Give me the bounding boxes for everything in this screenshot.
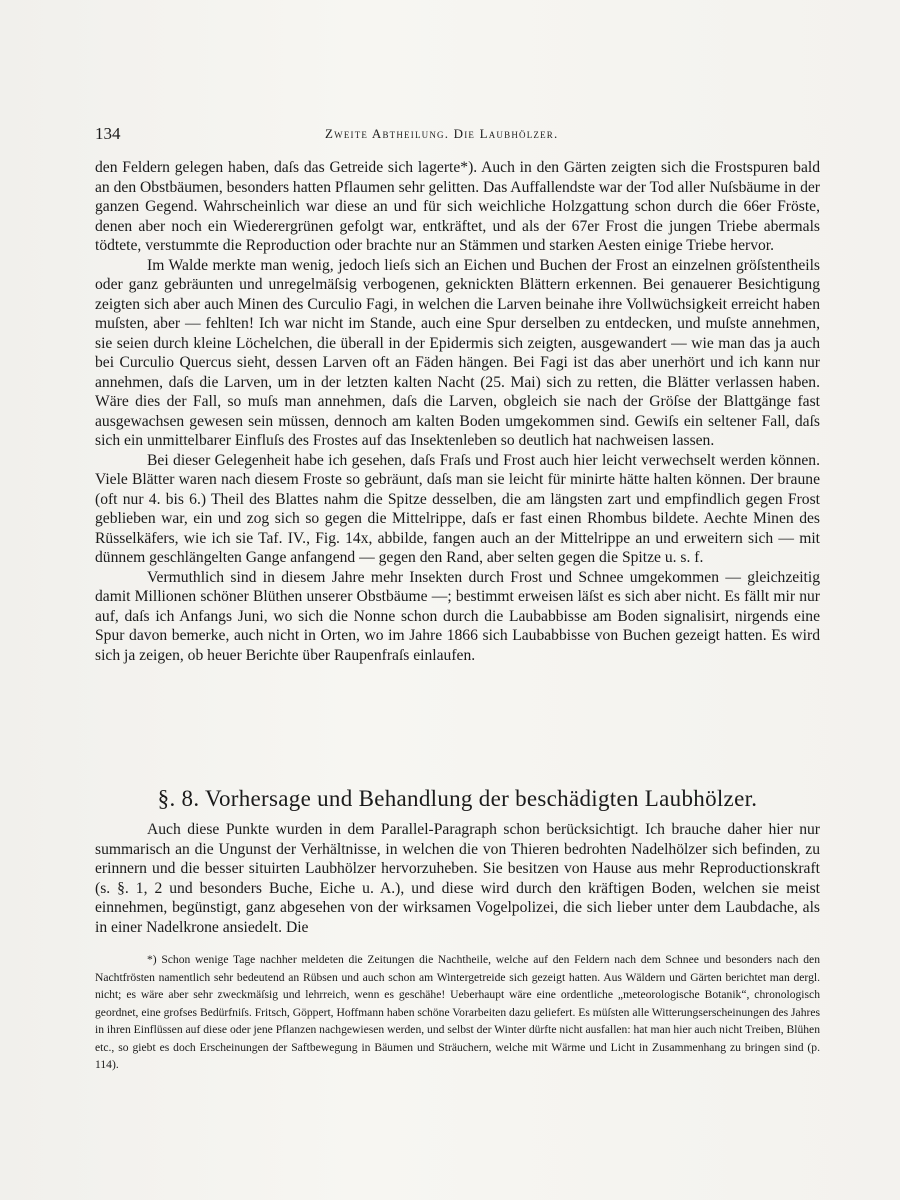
page-number: 134 xyxy=(95,124,121,143)
footnote-text: *) Schon wenige Tage nachher meldeten die Zeitungen die Nachtheile, welche auf den Feldern nach dem Schnee und besonders nach den Nachtfrösten namentlich sehr bedeutend an Rübsen und auch schon am Wintergetreide sich gezeigt hatten. Aus Wäldern und Gärten berichtet man dergl. nicht; es wäre aber sehr zweckmäſsig und lehrreich, wenn es geschähe! Ueberhaupt wäre eine ordentliche „meteorologische Botanik“, chronologisch geordnet, eine grofses Bedürfniſs. Fritsch, Göppert, Hoffmann haben schöne Vorarbeiten dazu geliefert. Es müſsten alle Witterungserscheinungen des Jahres in ihren Einflüssen auf diese oder jene Pflanzen nachgewiesen werden, und selbst der Winter dürfte nicht ausfallen: hat man hier auch nicht Treiben, Blühen etc., so giebt es doch Erscheinungen der Saftbewegung in Bäumen und Sträuchern, welche mit Wärme und Licht in Zusammenhang zu bringen sind (p. 114). xyxy=(95,953,821,1071)
section-heading: §. 8. Vorhersage und Behandlung der beschädigten Laubhölzer. xyxy=(157,786,758,811)
main-text xyxy=(95,158,820,665)
paragraph-1: den Feldern gelegen haben, daſs das Getreide sich lagerte*). Auch in den Gärten zeigten sich die Frostspuren bald an den Obstbäumen, besonders hatten Pflaumen sehr gelitten. Das Auffallendste war der Tod aller Nuſsbäume in der ganzen Gegend. Wahrscheinlich war diese an und für sich weichliche Holzgattung schon durch die 66er Fröste, denen aber noch ein Wiederergrünen gefolgt war, entkräftet, und als der 67er Frost die jungen Triebe abermals tödtete, verstummte die Reproduction oder brachte nur an Stämmen und starken Aesten einige Triebe hervor. xyxy=(95,159,820,254)
running-title: Zweite Abtheilung. Die Laubhölzer. xyxy=(325,126,559,141)
section-text xyxy=(95,820,820,937)
paragraph-3: Bei dieser Gelegenheit habe ich gesehen, daſs Fraſs und Frost auch hier leicht verwechselt werden können. Viele Blätter waren nach diesem Froste so gebräunt, daſs man sie leicht für minirte hätte halten können. Der braune (oft nur 4. bis 6.) Theil des Blattes nahm die Spitze desselben, die am längsten zart und empfindlich gegen Frost geblieben war, ein und zog sich so gegen die Mittelrippe, daſs er fast einen Rhombus bildete. Aechte Minen des Rüsselkäfers, wie ich sie Taf. IV., Fig. 14x, abbilde, fangen auch an der Mittelrippe an und erweitern sich — mit dünnem geschlängelten Gange anfangend — gegen den Rand, aber selten gegen die Spitze u. s. f. xyxy=(95,451,820,566)
paragraph-4: Vermuthlich sind in diesem Jahre mehr Insekten durch Frost und Schnee umgekommen — gleichzeitig damit Millionen schöner Blüthen unserer Obstbäume —; bestimmt erweisen läſst es sich aber nicht. Es fällt mir nur auf, daſs ich Anfangs Juni, wo sich die Nonne schon durch die Laubabbisse am Boden signalisirt, nirgends eine Spur davon bemerke, auch nicht in Orten, wo im Jahre 1866 sich Laubabbisse von Buchen gezeigt hatten. Es wird sich ja zeigen, ob heuer Berichte über Raupenfraſs einlaufen. xyxy=(95,568,820,664)
footnote xyxy=(95,951,820,1074)
section-paragraph-1: Auch diese Punkte wurden in dem Parallel-Paragraph schon berücksichtigt. Ich brauche daher hier nur summarisch an die Ungunst der Verhältnisse, in welchen die von Thieren bedrohten Nadelhölzer sich befinden, zu erinnern und die besser situirten Laubhölzer hervorzuheben. Sie besitzen von Hause aus mehr Reproductionskraft (s. §. 1, 2 und besonders Buche, Eiche u. A.), und diese wird durch den kräftigen Boden, welchen sie meist einnehmen, begünstigt, ganz abgesehen von der wirksamen Vogelpolizei, die sich lieber unter dem Laubdache, als in einer Nadelkrone ansiedelt. Die xyxy=(95,821,820,936)
running-head xyxy=(95,124,820,144)
paragraph-2: Im Walde merkte man wenig, jedoch lieſs sich an Eichen und Buchen der Frost an einzelnen gröſstentheils oder ganz gebräunten und unregelmäſsig verbogenen, geknickten Blättern erkennen. Bei genauerer Besichtigung zeigten sich aber auch Minen des Curculio Fagi, in welchen die Larven beinahe ihre Vollwüchsigkeit erreicht haben muſsten, aber — fehlten! Ich war nicht im Stande, auch eine Spur derselben zu entdecken, und muſste annehmen, sie seien durch kleine Löchelchen, die überall in der Epidermis sich zeigten, ausgewandert — wie man das ja auch bei Curculio Quercus sieht, dessen Larven oft an Fäden hängen. Bei Fagi ist das aber unerhört und ich kann nur annehmen, daſs die Larven, um in der letzten kalten Nacht (25. Mai) sich zu retten, die Blätter verlassen haben. Wäre dies der Fall, so muſs man annehmen, daſs die Larven, obgleich sie nach der Gröſse der Blattgänge fast ausgewachsen gewesen sein müssen, dennoch am kalten Boden umgekommen sind. Gewiſs ein seltener Fall, daſs sich ein unmittelbarer Einfluſs des Frostes auf das Insektenleben so deutlich hat nachweisen lassen. xyxy=(95,256,820,449)
